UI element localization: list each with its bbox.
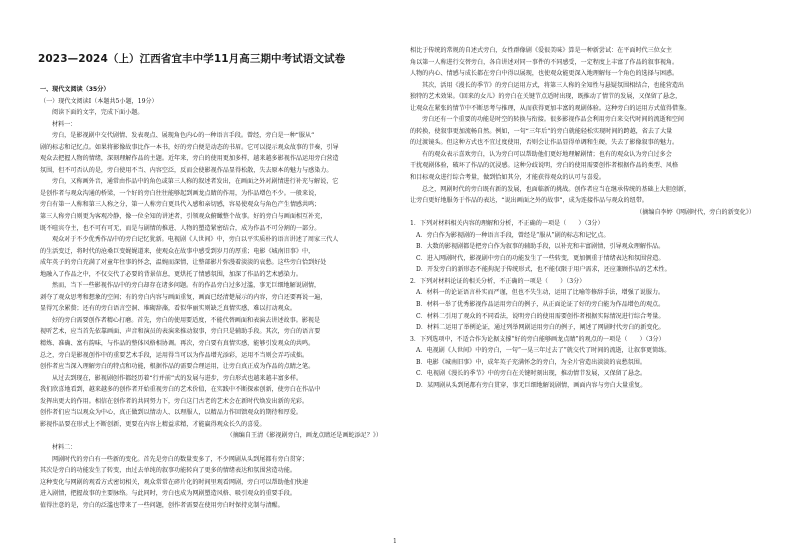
text-line: 成年英子的旁白充满了对童年往事的怀念，温婉而深情，让整部影片弥漫着淡淡的哀愁。这些旁白恰到好处 [40, 259, 327, 267]
text-line: 旁白，是影视剧中交代剧情、发表观点、展现角色内心的一种语言手段。曾经，旁白是一种“服从” [52, 132, 315, 140]
text-line: 旁白有第一人称和第三人称之分，第一人称旁白更具代入感和亲切感，容易使观众与角色产生情感共鸣； [40, 201, 321, 209]
text-line: 一、现代文阅读（35分） [40, 86, 110, 93]
text-line: 其次是旁白的功能发生了转变，由过去单纯的叙事功能转向了更多的情绪表达和氛围营造功能。 [40, 467, 296, 475]
right-column [410, 45, 755, 391]
text-line: 发挥出更大的作用。相信在创作者的共同努力下，旁白这门古老的艺术会在新时代焕发出新的光彩。 [40, 397, 309, 405]
text-line: 有的观众表示喜欢旁白，认为旁白可以帮助他们更好地理解剧情；也有的观众认为旁白过多会 [422, 150, 672, 158]
text-line: 地融入了作品之中，不仅交代了必要的背景信息，更烘托了情感氛围，加深了作品的艺术感染力。 [40, 270, 303, 278]
text-line: 既不喧宾夺主，也不可有可无，而是与剧情的推进、人物的塑造紧密结合，成为作品不可分割的一部分。 [40, 224, 321, 232]
text-line: （一）现代文阅读Ⅰ（本题共5小题，19分） [40, 97, 158, 105]
text-line: C．材料二引用了观众的不同看法，说明旁白的使用需要创作者根据实际情况进行综合考量。 [416, 312, 665, 320]
text-line: 的转换，使叙事更加流畅自然。例如，一句“三年后”的旁白就能轻松实现时间的跨越，省去了大量 [410, 127, 673, 135]
text-line: 的生活变迁，将时代的沧桑巨变娓娓道来，使观众在故事中感受到岁月的厚重；电影《城南旧事》中， [40, 247, 315, 255]
text-line: B．大数的影视剧都是把旁白作为叙事的辅助手段，以补充和丰富剧情，引导观众理解作品。 [416, 243, 665, 251]
page-number: 1 [393, 538, 397, 545]
text-line: 总之，旁白是影视创作中的重要艺术手段，运用得当可以为作品增光添彩，运用不当则会弄巧成拙。 [40, 351, 309, 359]
text-line: 3．下列选项中，不适合作为论据支撑“好的旁白能够画龙点睛”的观点的一项是（ ）（3分） [410, 335, 665, 343]
text-line: 让观众在紧张的情节中不断思考与推理，从而获得更加丰富的观剧体验。这种旁白的运用方式值得借鉴。 [410, 104, 691, 112]
text-line: 视听艺术，应当首先依靠画面、声音和演员的表演来推动叙事，旁白只是辅助手段。其次，旁白的语言要 [40, 328, 321, 336]
text-line: 的过渡镜头。但这种方式也不宜过度使用，否则会让作品显得单调和生硬，失去了影像叙事的魅力。 [410, 139, 679, 147]
text-line: 是创作者与观众沟通的桥梁，一个好的旁白往往能够起到画龙点睛的作用，为作品增色不少。一般来说， [40, 189, 321, 197]
text-line: 精炼、准确、富有韵味，与作品的整体风格相协调。再次，旁白要有真情实感，能够引发观众的共鸣。 [40, 340, 315, 348]
text-line: 角以第一人称进行交替旁白，各自讲述对同一事件的不同感受，一定程度上丰富了作品的叙事视角。 [410, 58, 679, 66]
text-line: （摘编自李婷《网剧时代，旁白的新变化》） [636, 208, 755, 216]
text-line: 观众对于不少优秀作品中的旁白记忆犹新。电视剧《人世间》中，旁白以平实质朴的语言讲述了周家三代人 [52, 236, 339, 244]
text-line: 网剧时代的旁白有一些新的变化。首先是旁白的数量变多了，不少网剧从头到尾都有旁白贯穿； [52, 455, 308, 463]
text-line: 1．下列对材料相关内容的理解和分析，不正确的一项是（ ）（3分） [410, 220, 604, 228]
text-line: 进入剧情，把握故事的主要脉络。与此同时，旁白也成为网剧塑造风格、吸引观众的重要手段。 [40, 490, 296, 498]
text-line: 和目标观众进行综合考量，做到恰如其分，才能获得观众的认可与喜爱。 [410, 174, 605, 182]
text-line: 我们欣喜地看到，越来越多的创作者开始重视旁白的艺术价值，在实践中不断探索创新，使旁白在作品中 [40, 386, 321, 394]
text-line: 创作者应当深入理解旁白的特点和功能，根据作品的需要合理运用，让旁白真正成为作品的点睛之笔。 [40, 363, 315, 371]
text-line: 2．下列对材料论证的相关分析，不正确的一项是（ ）（3分） [410, 277, 586, 285]
text-line: 从过去到现在，影视剧创作都经历着“行并前”式的发展与进步，旁白形式也越来越丰富多样。 [52, 374, 303, 382]
text-line: 材料一： [52, 120, 77, 128]
text-line: 旁白，又称画外音，通常由作品中的角色或第三人称的叙述者发出，在画面之外对剧情进行补充与解说，它 [52, 178, 339, 186]
text-line: 氛围，但不可否认的是，旁白使用不当、内容空泛，反而会使影视作品显得松散，失去原本的魅力与感染力。 [40, 166, 333, 174]
text-line: D．开发旁白的新形态不能拘泥于传统形式，也不能仅限于用户需求，还应兼顾作品的艺术性。 [416, 266, 671, 274]
text-line: （摘编自王清《影视剧旁白，画龙点睛还是画蛇添足？》） [226, 432, 382, 440]
text-line: 然而，当下一些影视作品中的旁白却存在诸多问题。有的作品旁白过多过滥，事无巨细地解说剧情， [52, 282, 321, 290]
text-line: C．电视剧《漫长的季节》中的旁白在关键时刻出现，推动情节发展，又保留了悬念。 [416, 370, 647, 378]
text-line: 好的旁白需要创作者精心打磨。首先，旁白的使用要适度，不能代替画面和表演去讲述故事。影视是 [52, 316, 321, 324]
text-line: 观众去把握人物的情绪，深刻理解作品的主题。近年来，旁白的使用更加多样，越来越多影视作品运用旁白营造 [40, 155, 339, 163]
text-line: A．电视剧《人世间》中的旁白，一句“一晃三年过去了”就交代了时间的流逝，让叙事更简练。 [416, 347, 671, 355]
text-line: D．材料二运用了举例论证，通过列举网剧运用旁白的例子，阐述了网剧时代旁白的新变化。 [416, 324, 665, 332]
text-line: 总之，网剧时代的旁白既有新的发展，也面临新的挑战。创作者应当在继承传统的基础上大胆创新， [422, 185, 691, 193]
text-line: 影视作品要在形式上不断创新，更要在内容上精益求精，才能赢得观众长久的喜爱。 [40, 420, 266, 428]
text-line: 旁白还有一个重要的功能是时空的转换与衔接。很多影视作品会利用旁白来交代时间的流逝和空间 [422, 116, 685, 124]
text-line: 显得冗余累赘；还有的旁白语言空洞、堆砌辞藻，看似华丽实则缺乏真情实感，难以打动观众。 [40, 305, 296, 313]
text-line: 材料二： [52, 443, 77, 451]
text-line: C．进入网剧时代，影视剧中旁白的功能发生了一些转变，更加侧重于情绪表达和氛围营造。 [416, 254, 665, 262]
text-line: 其次，活用《漫长的季节》的旁白运用方式，将第三人称的全知性与悬疑氛围相结合，也能营造出 [422, 81, 685, 89]
text-line: A．旁白作为影视剧的一种语言手段，曾经是“服从”剧的标志和记忆点。 [416, 231, 610, 239]
text-line: 剥夺了观众思考和想象的空间；有的旁白内容与画面重复，画面已经清楚展示的内容，旁白还要再说一遍， [40, 293, 327, 301]
text-line: 相比于传统的常规的自述式旁白，女性群像剧《爱很美味》算是一种新尝试：在平面时代三位女主 [410, 47, 673, 54]
text-line: D．某网剧从头到尾都有旁白贯穿，事无巨细地解说剧情，画面内容与旁白大量重复。 [416, 381, 647, 389]
text-line: 值得注意的是，旁白的泛滥也带来了一些问题，创作者需要在使用旁白时保持克制与清醒。 [40, 501, 284, 509]
text-line: 让旁白更好地服务于作品的表达，“说出画面之外的故事”，成为连接作品与观众的纽带。 [410, 197, 648, 205]
text-line: B．电影《城南旧事》中，成年英子充满怀念的旁白，为全片营造出淡淡的哀愁氛围。 [416, 358, 646, 366]
text-line: 干扰观剧体验，破坏了作品的沉浸感。这种分歧说明，旁白的使用需要创作者根据作品的类型、风格 [410, 162, 679, 170]
text-line: 第三人称旁白则更为客观冷静，像一位全知的讲述者，引领观众俯瞰整个故事。好的旁白与画面相互补充， [40, 213, 327, 221]
text-line: 独特的艺术效果。《回来的女儿》的旁白在关键节点适时出现，既推动了情节的发展，又保留了悬念， [410, 93, 682, 101]
exam-title: 2023—2024（上）江西省宜丰中学11月高三期中考试语文试卷 [38, 53, 346, 65]
text-line: 人物的内心、情感与成长都在旁白中得以展现，也使观众能更深入地理解每一个角色的选择与困惑。 [410, 70, 679, 78]
left-column [40, 84, 382, 511]
text-line: 创作者们应当以观众为中心，真正做到以情动人、以理服人，以精品力作回馈观众的期待和厚爱。 [40, 409, 303, 417]
text-line: 剧的标志和记忆点。如果将影像故事比作一本书，好的旁白便是动态的书眉。它可以提示观众故事的节奏，引导 [40, 143, 339, 151]
text-line: 阅读下面的文字，完成下面小题。 [52, 109, 144, 117]
text-line: 这种变化与网剧的观看方式密切相关，观众常常在碎片化的时间里观看网剧，旁白可以帮助他们快速 [40, 478, 309, 486]
text-line: B．材料一举了优秀影视作品运用旁白的例子，从正面论证了好的旁白能为作品增色的观点。 [416, 301, 665, 309]
text-line: A．材料一的论证语言朴实而严谨，但也不失生动，运用了比喻等修辞手法，增强了说服力。 [416, 289, 665, 297]
